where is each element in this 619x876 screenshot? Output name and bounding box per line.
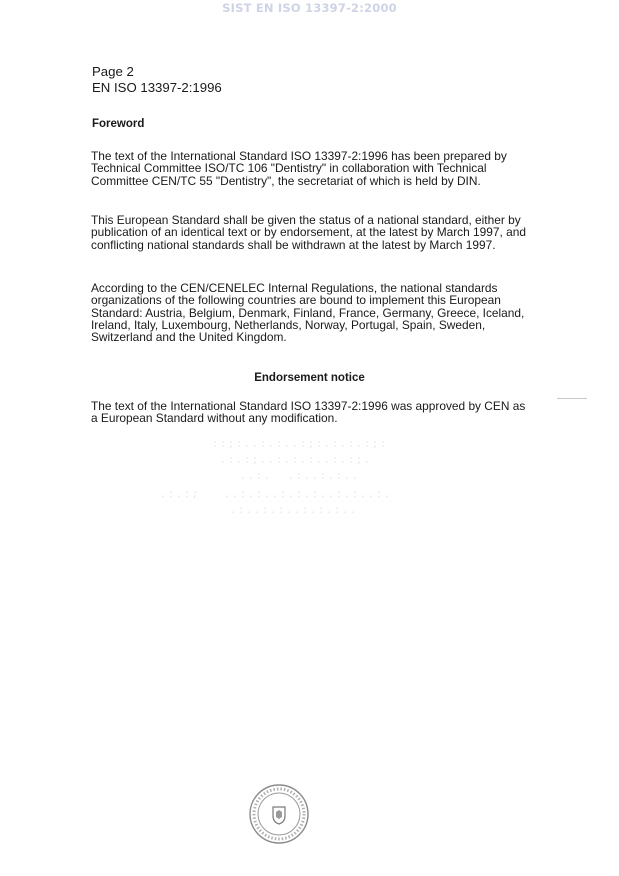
bleed-through-mark: .:..:.:..:.:.:.. (230, 506, 359, 517)
page-number: Page 2 (92, 64, 134, 79)
foreword-paragraph: According to the CEN/CENELEC Internal Regulations, the national standards organizations of the following countries are bound to implement this European Standard: Austria, Belgium, Denmark, Finland, France, Germany, Greece, Iceland, Ireland, Italy, Luxembourg, Netherlands, Norway, Portugal, Spain, Sweden, Switzerland and the United Kingdom. (91, 281, 525, 345)
endorsement-heading: Endorsement notice (254, 372, 365, 384)
watermark: SIST EN ISO 13397-2:2000 (222, 1, 397, 15)
bleed-through-mark: .:.:;..:.:.:..:.:;. (220, 456, 373, 467)
bleed-through-mark: ..:. .:..:.:.. (240, 472, 361, 483)
bleed-through-mark: .:.:; ..:.:..:.:.:..:.:..:. (160, 490, 393, 501)
foreword-paragraph: This European Standard shall be given the status of a national standard, either by publication of an identical text or by endorsement, at the latest by March 1997, and conflicting national standards shall be withdrawn at the latest by March 1997. (91, 213, 526, 252)
bleed-through-mark: ::;:..:.:..:;:.:.:.:;: (212, 440, 389, 451)
seal-stamp-icon (248, 783, 310, 845)
document-id: EN ISO 13397-2:1996 (92, 80, 222, 95)
endorsement-paragraph: The text of the International Standard ISO 13397-2:1996 was approved by CEN as a European Standard without any modification. (91, 399, 526, 426)
foreword-heading: Foreword (92, 118, 145, 130)
scan-speck (557, 398, 587, 399)
page-header (92, 64, 222, 96)
foreword-paragraph: The text of the International Standard ISO 13397-2:1996 has been prepared by Technical Committee ISO/TC 106 "Dentistry" in collaboration with Technical Committee CEN/TC 55 "Dentistry", the secretariat of which is held by DIN. (91, 149, 507, 188)
